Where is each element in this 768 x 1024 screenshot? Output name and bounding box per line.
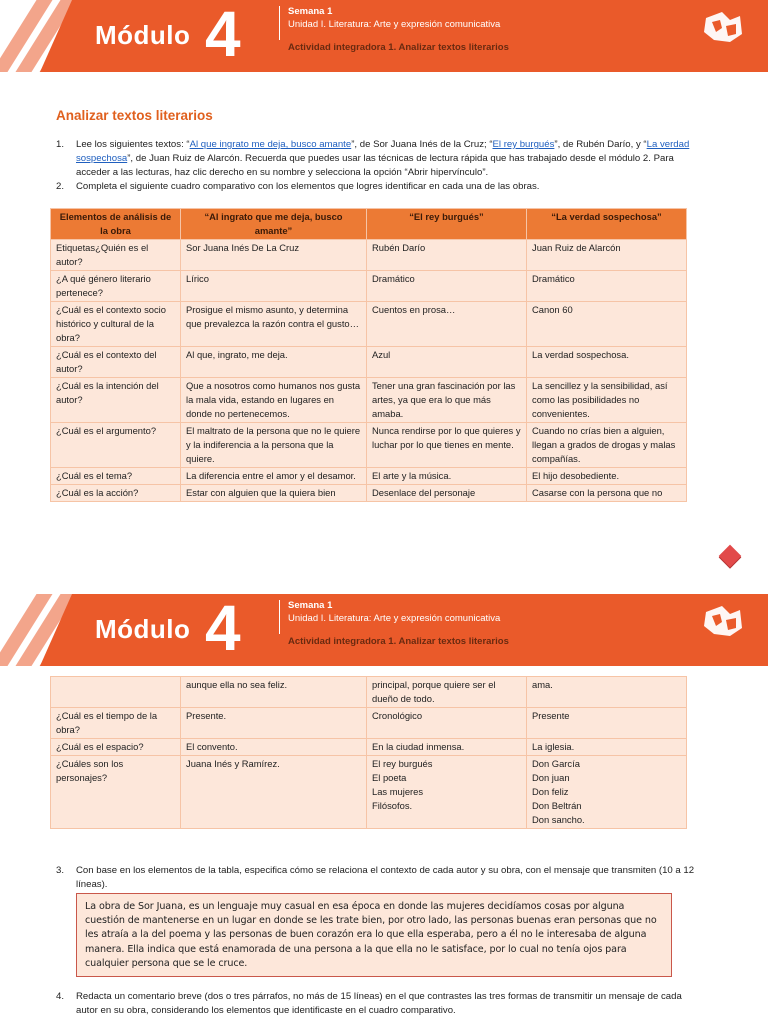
table-cell: Dramático	[527, 271, 687, 302]
table-cell: Casarse con la persona que no	[527, 485, 687, 502]
table-cell: ¿A qué género literario pertenece?	[51, 271, 181, 302]
unit-label: Unidad I. Literatura: Arte y expresión comunicativa	[288, 19, 501, 30]
character-name: Filósofos.	[372, 800, 413, 811]
table-cell: Cuentos en prosa…	[367, 302, 527, 347]
table-cell: ¿Cuál es el tiempo de la obra?	[51, 708, 181, 739]
list-number: 2.	[56, 181, 65, 192]
header-divider	[279, 600, 280, 634]
question-3-item	[56, 864, 696, 892]
list-number: 1.	[56, 139, 65, 150]
activity-label: Actividad integradora 1. Analizar textos literarios	[288, 636, 509, 647]
table-cell: Prosigue el mismo asunto, y determina que prevalezca la razón contra el gusto…	[181, 302, 367, 347]
module-title: Módulo	[95, 614, 191, 644]
instruction-text: ”, de Juan Ruiz de Alarcón. Recuerda que puedes usar las técnicas de lectura rápida que has trabajado desde el módulo 2. Para acceder a las lecturas, haz clic derecho en su nombre y selecciona la opción “Abrir hipervínculo”.	[76, 153, 674, 178]
prepa-en-linea-logo-icon	[700, 602, 746, 640]
instruction-text: Lee los siguientes textos: “	[76, 139, 190, 150]
week-label: Semana 1	[288, 600, 333, 611]
table-row	[51, 485, 687, 502]
question-text: Redacta un comentario breve (dos o tres párrafos, no más de 15 líneas) en el que contrastes las tres formas de transmitir un mensaje de cada autor en su obra, considerando los elementos que identificaste en el cuadro comparativo.	[76, 991, 682, 1016]
table-row	[51, 271, 687, 302]
table-cell: Etiquetas¿Quién es el autor?	[51, 240, 181, 271]
character-name: Las mujeres	[372, 786, 424, 797]
table-row	[51, 708, 687, 739]
character-name: Don sancho.	[532, 814, 585, 825]
character-name: Don Beltrán	[532, 800, 582, 811]
table-row	[51, 423, 687, 468]
table-cell: Nunca rendirse por lo que quieres y luchar por lo que tienes en mente.	[367, 423, 527, 468]
table-header: “Al ingrato que me deja, busco amante”	[181, 209, 367, 240]
table-cell: ¿Cuál es la acción?	[51, 485, 181, 502]
link-la-verdad-sospechosa[interactable]: La verdad sospechosa	[76, 139, 690, 164]
header-divider	[279, 6, 280, 40]
table-header: “La verdad sospechosa”	[527, 209, 687, 240]
table-cell: Tener una gran fascinación por las artes, ya que era lo que más amaba.	[367, 378, 527, 423]
question-4-item	[56, 990, 696, 1018]
unit-label: Unidad I. Literatura: Arte y expresión comunicativa	[288, 613, 501, 624]
list-number: 4.	[56, 991, 65, 1002]
module-number: 4	[205, 0, 241, 70]
question-text: Con base en los elementos de la tabla, especifica cómo se relaciona el contexto de cada autor y su obra, con el mensaje que transmiten (10 a 12 líneas).	[76, 865, 695, 890]
table-row	[51, 468, 687, 485]
table-row	[51, 347, 687, 378]
table-cell: ¿Cuál es la intención del autor?	[51, 378, 181, 423]
table-cell: ¿Cuál es el espacio?	[51, 739, 181, 756]
table-row	[51, 756, 687, 829]
answer-textbox[interactable]	[76, 893, 672, 977]
table-cell: ¿Cuál es el contexto del autor?	[51, 347, 181, 378]
instructions-list	[56, 138, 696, 194]
table-cell	[51, 677, 181, 708]
table-cell: Estar con alguien que la quiera bien	[181, 485, 367, 502]
link-el-rey-burgues[interactable]: El rey burgués	[492, 139, 555, 150]
table-row	[51, 677, 687, 708]
table-cell: Lírico	[181, 271, 367, 302]
page1-header-banner	[0, 0, 768, 72]
table-cell: ¿Cuál es el contexto socio histórico y cultural de la obra?	[51, 302, 181, 347]
table-row	[51, 378, 687, 423]
table-cell: La diferencia entre el amor y el desamor.	[181, 468, 367, 485]
table-cell: La iglesia.	[527, 739, 687, 756]
table-cell: ama.	[527, 677, 687, 708]
table-header: Elementos de análisis de la obra	[51, 209, 181, 240]
table-cell	[367, 756, 527, 829]
table-cell: La verdad sospechosa.	[527, 347, 687, 378]
table-cell: En la ciudad inmensa.	[367, 739, 527, 756]
table-cell: Que a nosotros como humanos nos gusta la mala vida, estando en lugares en donde no pertenecemos.	[181, 378, 367, 423]
table-cell: Al que, ingrato, me deja.	[181, 347, 367, 378]
table-cell: Rubén Darío	[367, 240, 527, 271]
comparison-table-page1	[50, 208, 687, 502]
table-row	[51, 302, 687, 347]
instruction-text: ”, de Rubén Darío, y “	[554, 139, 647, 150]
table-cell: Canon 60	[527, 302, 687, 347]
table-cell: Desenlace del personaje	[367, 485, 527, 502]
table-cell: Azul	[367, 347, 527, 378]
table-cell	[527, 756, 687, 829]
table-row	[51, 240, 687, 271]
table-cell: La sencillez y la sensibilidad, así como las posibilidades no convenientes.	[527, 378, 687, 423]
character-name: El rey burgués	[372, 758, 433, 769]
table-cell: Cuando no crías bien a alguien, llegan a grados de drogas y malas compañías.	[527, 423, 687, 468]
table-cell: Presente	[527, 708, 687, 739]
table-cell: Juan Ruiz de Alarcón	[527, 240, 687, 271]
page2-header-banner	[0, 594, 768, 666]
section-title: Analizar textos literarios	[56, 108, 213, 123]
table-cell: El convento.	[181, 739, 367, 756]
character-name: Don García	[532, 758, 580, 769]
table-cell: Sor Juana Inés De La Cruz	[181, 240, 367, 271]
question-3	[56, 864, 696, 892]
instruction-text: ”, de Sor Juana Inés de la Cruz; “	[351, 139, 493, 150]
table-cell: Cronológico	[367, 708, 527, 739]
comparison-table-page2	[50, 676, 687, 829]
table-cell: El arte y la música.	[367, 468, 527, 485]
table-header: “El rey burgués”	[367, 209, 527, 240]
table-cell: principal, porque quiere ser el dueño de todo.	[367, 677, 527, 708]
question-4	[56, 990, 696, 1018]
instruction-2	[56, 180, 696, 194]
table-header-row	[51, 209, 687, 240]
table-cell: ¿Cuál es el tema?	[51, 468, 181, 485]
instruction-1	[56, 138, 696, 180]
prepa-en-linea-logo-icon	[700, 8, 746, 46]
table-cell: El hijo desobediente.	[527, 468, 687, 485]
character-name: El poeta	[372, 772, 407, 783]
diamond-icon	[719, 545, 742, 568]
table-cell: ¿Cuáles son los personajes?	[51, 756, 181, 829]
list-number: 3.	[56, 865, 65, 876]
answer-text: La obra de Sor Juana, es un lenguaje muy casual en esa época en donde las mujeres decidíamos cosas por alguna cuestión de mantenerse en un lugar en donde se les trate bien, por otro lado, las personas buenas eran personas que no les atraía a la del poema y las personas de buen corazón era lo que ella esperaba, pero a él no le interesaba de alguna manera. Ella indica que está enamorada de una persona a la que ella no le satisface, por lo cual no tenía ojos para cualquier persona que se le cruce.	[85, 901, 657, 969]
module-number: 4	[205, 592, 241, 664]
module-title: Módulo	[95, 20, 191, 50]
table-cell: Presente.	[181, 708, 367, 739]
table-row	[51, 739, 687, 756]
week-label: Semana 1	[288, 6, 333, 17]
table-cell: Juana Inés y Ramírez.	[181, 756, 367, 829]
activity-label: Actividad integradora 1. Analizar textos literarios	[288, 42, 509, 53]
character-name: Don feliz	[532, 786, 569, 797]
character-name: Don juan	[532, 772, 570, 783]
link-al-que-ingrato[interactable]: Al que ingrato me deja, busco amante	[189, 139, 352, 150]
table-cell: Dramático	[367, 271, 527, 302]
table-cell: aunque ella no sea feliz.	[181, 677, 367, 708]
instruction-text: Completa el siguiente cuadro comparativo con los elementos que logres identificar en cada una de las obras.	[76, 181, 540, 192]
table-cell: El maltrato de la persona que no le quiere y la indiferencia a la persona que la quiere.	[181, 423, 367, 468]
table-cell: ¿Cuál es el argumento?	[51, 423, 181, 468]
